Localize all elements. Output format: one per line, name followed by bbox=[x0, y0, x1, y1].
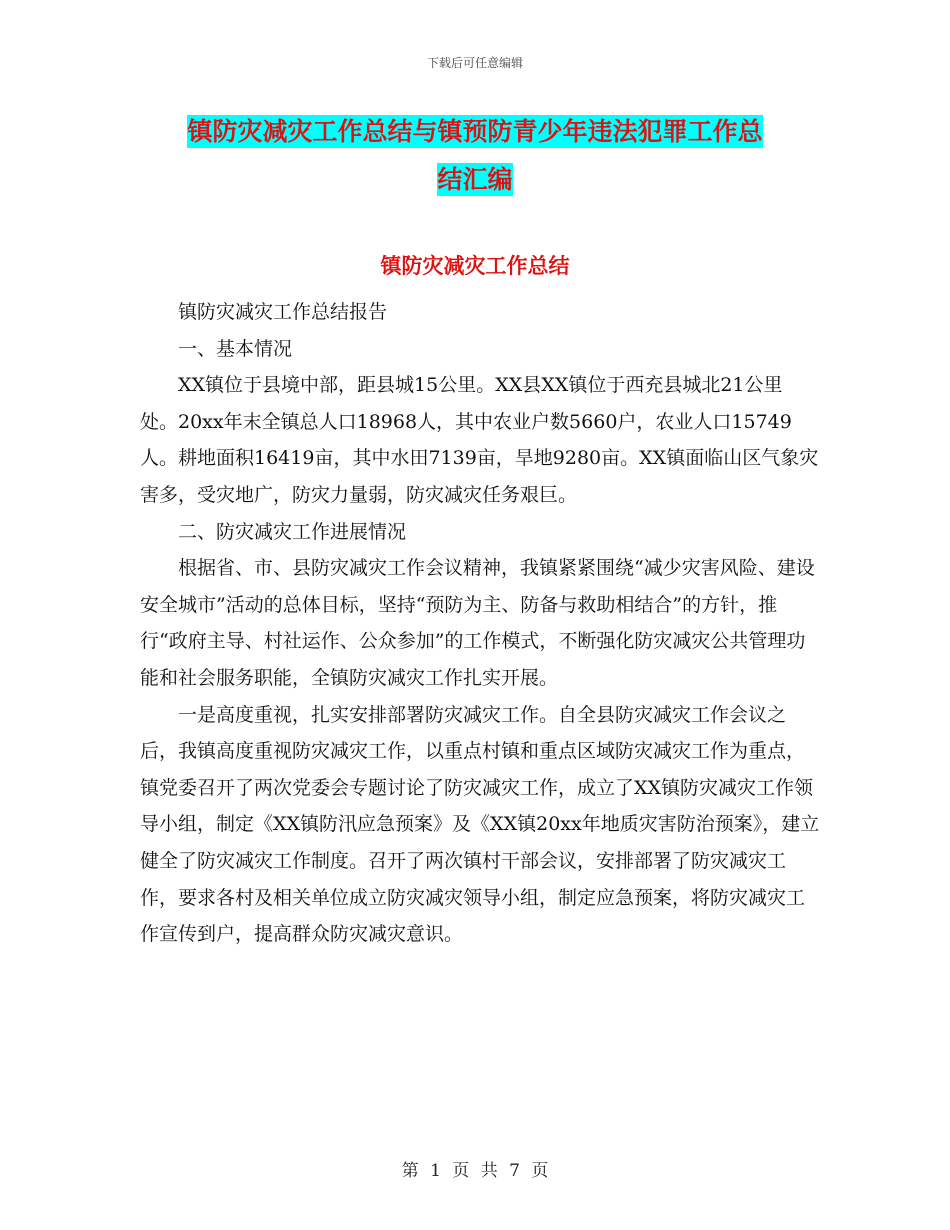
document-body bbox=[140, 294, 820, 953]
header-note: 下载后可任意编辑 bbox=[426, 56, 523, 70]
section-title: 镇防灾减灾工作总结 bbox=[380, 254, 570, 278]
document-title-line-2: 结汇编 bbox=[437, 165, 513, 194]
paragraph: XX镇位于县境中部，距县城15公里。XX县XX镇位于西充县城北21公里处。20xx年末全镇总人口18968人，其中农业户数5660户，农业人口15749人。耕地面积16419亩，其中水田7139亩，旱地9280亩。XX镇面临山区气象灾害多，受灾地广，防灾力量弱，防灾减灾任务艰巨。 bbox=[140, 374, 819, 506]
page-number: 第 1 页 共 7 页 bbox=[401, 1161, 549, 1181]
paragraph: 一、基本情况 bbox=[178, 337, 293, 360]
paragraph: 镇防灾减灾工作总结报告 bbox=[178, 301, 388, 323]
document-title bbox=[0, 108, 950, 204]
paragraph: 一是高度重视，扎实安排部署防灾减灾工作。自全县防灾减灾工作会议之后，我镇高度重视防灾减灾工作，以重点村镇和重点区域防灾减灾工作为重点，镇党委召开了两次党委会专题讨论了防灾减灾工作，成立了XX镇防灾减灾工作领导小组，制定《XX镇防汛应急预案》及《XX镇20xx年地质灾害防治预案》，建立健全了防灾减灾工作制度。召开了两次镇村干部会议，安排部署了防灾减灾工作，要求各村及相关单位成立防灾减灾领导小组，制定应急预案，将防灾减灾工作宣传到户，提高群众防灾减灾意识。 bbox=[140, 703, 820, 946]
paragraph: 二、防灾减灾工作进展情况 bbox=[178, 520, 407, 543]
document-title-line-1: 镇防灾减灾工作总结与镇预防青少年违法犯罪工作总 bbox=[187, 117, 763, 146]
paragraph: 根据省、市、县防灾减灾工作会议精神，我镇紧紧围绕“减少灾害风险、建设安全城市”活动的总体目标，坚持“预防为主、防备与救助相结合”的方针，推行“政府主导、村社运作、公众参加”的工作模式，不断强化防灾减灾公共管理功能和社会服务职能，全镇防灾减灾工作扎实开展。 bbox=[140, 557, 815, 689]
